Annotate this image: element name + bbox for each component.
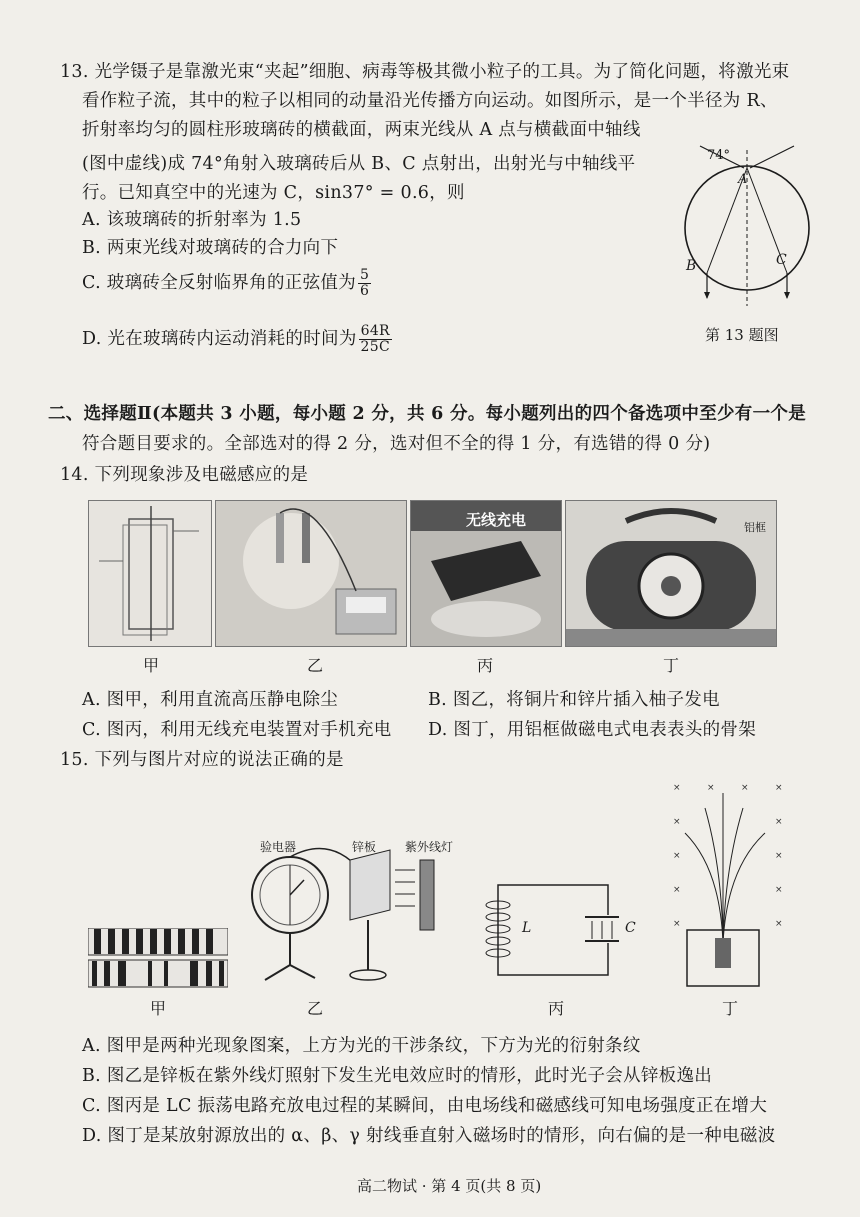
q15-option-d: D. 图丁是某放射源放出的 α、β、γ 射线垂直射入磁场时的情形，向右偏的是一种电磁波: [82, 1126, 776, 1146]
q13-option-d-fraction: [359, 324, 392, 355]
q14-label-ding: 丁: [663, 656, 680, 675]
q14-option-c: C. 图丙，利用无线充电装置对手机充电: [82, 720, 392, 740]
electrostatic-precipitator-illustration: [89, 501, 211, 646]
q13-line1: 13. 光学镊子是靠激光束“夹起”细胞、病毒等极其微小粒子的工具。为了简化问题，将激光束: [60, 62, 790, 82]
q13-line2: 看作粒子流，其中的粒子以相同的动量沿光传播方向运动。如图所示，是一个半径为 R、: [82, 91, 778, 111]
section2-heading-line1: 二、选择题Ⅱ(本题共 3 小题，每小题 2 分，共 6 分。每小题列出的四个备选项中至少有一个是: [48, 404, 807, 424]
q14-image-yi: [215, 500, 407, 647]
q14-label-bing: 丙: [477, 656, 494, 675]
q14-label-yi: 乙: [307, 656, 324, 675]
q15-label-ding: 丁: [722, 999, 739, 1018]
q15-stem: 15. 下列与图片对应的说法正确的是: [60, 750, 344, 770]
q13-line3: 折射率均匀的圆柱形玻璃砖的横截面，两束光线从 A 点与横截面中轴线: [82, 120, 641, 140]
q15-uv-lamp-label: 紫外线灯: [405, 840, 454, 854]
q13-figure-caption: 第 13 题图: [705, 326, 779, 344]
q15-zinc-plate-label: 锌板: [352, 840, 377, 854]
fruit-battery-illustration: [216, 501, 406, 646]
q15-option-c: C. 图丙是 LC 振荡电路充放电过程的某瞬间，由电场线和磁感线可知电场强度正在增大: [82, 1096, 768, 1116]
q15-option-a: A. 图甲是两种光现象图案，上方为光的干涉条纹，下方为光的衍射条纹: [82, 1036, 641, 1056]
section2-heading-line2: 符合题目要求的。全部选对的得 2 分，选对但不全的得 1 分，有选错的得 0 分): [82, 434, 711, 454]
radiation-magnetic-field-illustration: [665, 778, 795, 988]
q15-capacitor-label: C: [625, 920, 636, 936]
svg-text:×: ×: [673, 817, 681, 827]
q14-aluminum-frame-label: 铝框: [744, 521, 766, 534]
q14-option-a: A. 图甲，利用直流高压静电除尘: [82, 690, 339, 710]
q14-image-jia: [88, 500, 212, 647]
q13-fig-point-c: C: [776, 252, 787, 268]
q13-line5: 行。已知真空中的光速为 C，sin37° = 0.6，则: [82, 183, 465, 203]
q14-image-bing: [410, 500, 562, 647]
q13-fig-point-a: A: [738, 172, 748, 187]
q13-option-d-denominator: 25C: [360, 339, 390, 355]
q13-option-c-numerator: 5: [360, 267, 370, 283]
svg-text:×: ×: [775, 817, 783, 827]
q13-option-c-text: C. 玻璃砖全反射临界角的正弦值为: [82, 273, 356, 293]
svg-text:×: ×: [775, 919, 783, 929]
q13-fig-angle-label: 74°: [707, 148, 731, 163]
svg-text:×: ×: [673, 783, 681, 793]
q15-label-jia: 甲: [150, 999, 167, 1018]
q14-option-b: B. 图乙，将铜片和锌片插入柚子发电: [428, 690, 720, 710]
q15-label-bing: 丙: [548, 999, 565, 1018]
q13-option-c-fraction: [358, 268, 371, 299]
q15-electroscope-label: 验电器: [260, 840, 297, 854]
q14-image-ding: [565, 500, 777, 647]
svg-text:×: ×: [775, 783, 783, 793]
q14-label-jia: 甲: [143, 656, 160, 675]
q13-option-c-denominator: 6: [360, 283, 370, 299]
svg-text:×: ×: [673, 851, 681, 861]
q14-stem: 14. 下列现象涉及电磁感应的是: [60, 465, 309, 485]
page-footer: 高二物试 · 第 4 页(共 8 页): [357, 1177, 542, 1195]
q15-image-ding: [665, 778, 795, 988]
q15-option-b: B. 图乙是锌板在紫外线灯照射下发生光电效应时的情形，此时光子会从锌板逸出: [82, 1066, 713, 1086]
q13-option-b: B. 两束光线对玻璃砖的合力向下: [82, 238, 339, 258]
q13-fig-point-b: B: [686, 258, 697, 274]
q13-option-d: [82, 324, 394, 355]
svg-text:×: ×: [673, 919, 681, 929]
q13-option-d-text: D. 光在玻璃砖内运动消耗的时间为: [82, 329, 357, 349]
q13-option-d-numerator: 64R: [360, 323, 390, 339]
q14-wireless-charging-label: 无线充电: [466, 511, 527, 529]
svg-text:×: ×: [707, 783, 715, 793]
q13-line4: (图中虚线)成 74°角射入玻璃砖后从 B、C 点射出，出射光与中轴线平: [82, 154, 636, 174]
q15-image-yi: [240, 840, 470, 990]
q15-inductor-label: L: [522, 920, 532, 936]
q13-option-a: A. 该玻璃砖的折射率为 1.5: [82, 210, 302, 230]
svg-text:×: ×: [741, 783, 749, 793]
q15-label-yi: 乙: [307, 999, 324, 1018]
q15-image-bing: [480, 865, 620, 985]
q14-option-d: D. 图丁，用铝框做磁电式电表表头的骨架: [428, 720, 757, 740]
q13-figure: [672, 138, 822, 308]
svg-text:×: ×: [673, 885, 681, 895]
q15-image-jia: [88, 928, 228, 988]
svg-text:×: ×: [775, 851, 783, 861]
q13-option-c: [82, 268, 373, 299]
svg-text:×: ×: [775, 885, 783, 895]
fringe-patterns-illustration: [88, 928, 228, 988]
